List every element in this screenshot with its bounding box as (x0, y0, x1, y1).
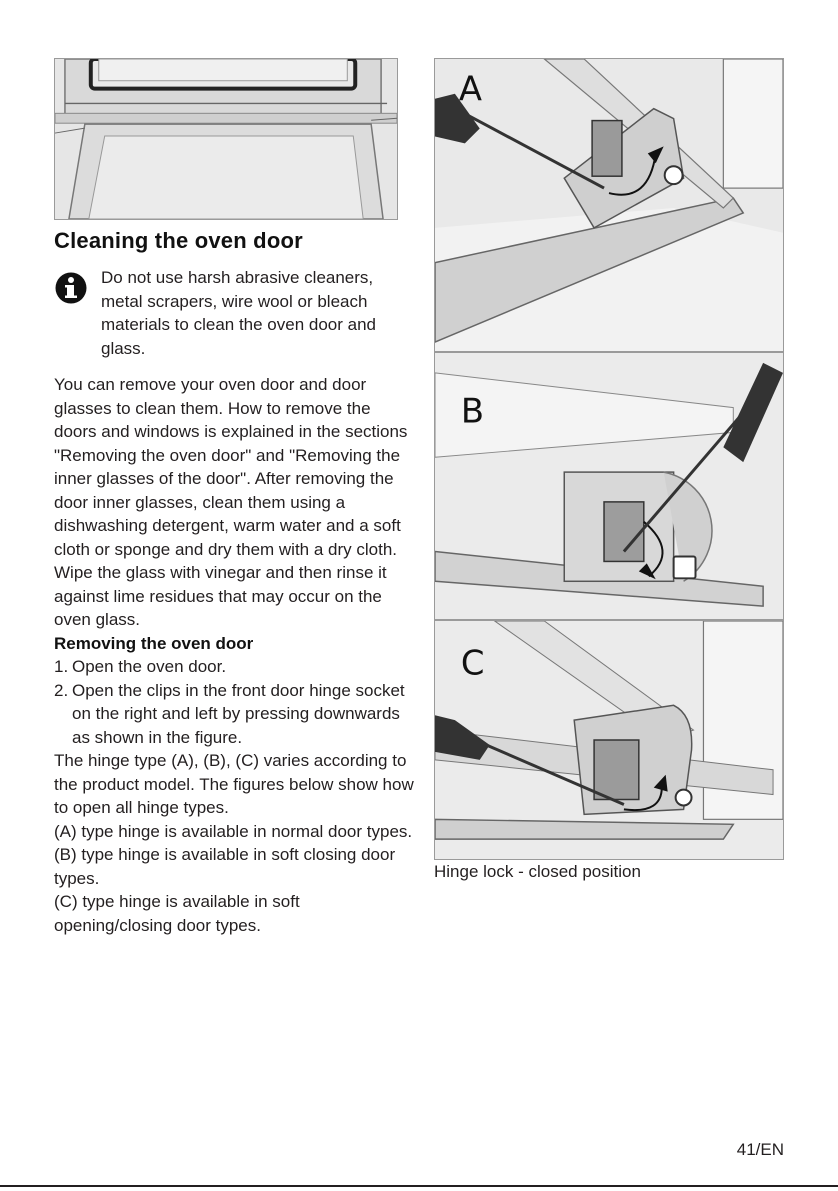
figure-label-c: C (460, 643, 485, 683)
hinge-figure-c (434, 620, 784, 860)
hinge-paragraph: (A) type hinge is available in normal door types. (54, 821, 413, 841)
subsection-title: Removing the oven door (54, 633, 254, 653)
page-number: 41/EN (736, 1140, 784, 1159)
section-title: Cleaning the oven door (54, 228, 303, 253)
hinge-figure-b (434, 352, 784, 620)
list-item (54, 655, 414, 679)
list-number: 1. (54, 657, 69, 676)
hinge-paragraph: (C) type hinge is available in soft opening/closing door types. (54, 892, 300, 935)
hinge-paragraph: The hinge type (A), (B), (C) varies according to the product model. The figures below show how to open all hinge types. (54, 751, 414, 817)
list-item (54, 679, 414, 750)
list-text: Open the oven door. (72, 657, 227, 676)
list-number: 2. (54, 680, 69, 700)
hinge-figure-a (434, 58, 784, 352)
list-text: Open the clips in the front door hinge socket on the right and left by pressing downwards as shown in the figure. (72, 680, 405, 747)
figure-label-b: B (460, 391, 485, 431)
cleaning-paragraph: You can remove your oven door and door glasses to clean them. How to remove the doors and windows is explained in the sections "Removing the oven door" and "Removing the inner glasses of the door". After removing the door inner glasses, clean them using a dishwashing detergent, warm water and a soft cloth or sponge and dry them with a dry cloth. Wipe the glass with vinegar and then rinse it against lime residues that may occur on the oven glass. (54, 375, 408, 629)
figure-label-a: A (458, 69, 482, 109)
figure-caption: Hinge lock - closed position (434, 862, 641, 881)
warning-note: Do not use harsh abrasive cleaners, metal scrapers, wire wool or bleach materials to clean the oven door and glass. (101, 268, 377, 358)
info-icon (55, 272, 87, 304)
oven-door-figure (54, 58, 398, 220)
hinge-paragraph: (B) type hinge is available in soft closing door types. (54, 845, 396, 888)
main-body (54, 373, 414, 937)
footer-rule (0, 1185, 838, 1187)
